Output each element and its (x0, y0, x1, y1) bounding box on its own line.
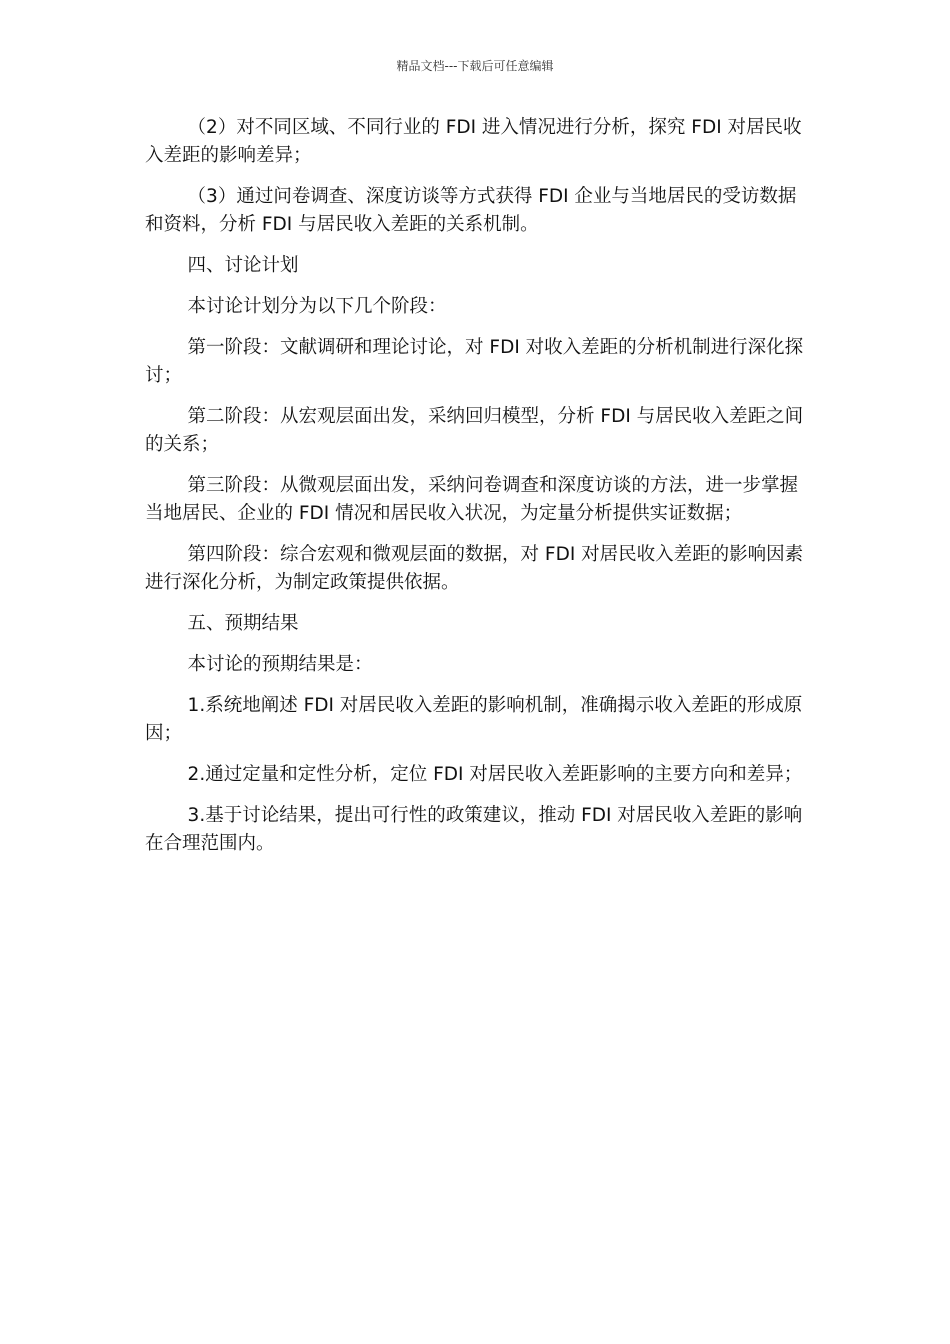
paragraph-stage-2: 第二阶段：从宏观层面出发，采纳回归模型，分析 FDI 与居民收入差距之间的关系； (145, 406, 804, 455)
paragraph-plan-intro: 本讨论计划分为以下几个阶段： (187, 296, 447, 317)
paragraph-stage-1: 第一阶段：文献调研和理论讨论，对 FDI 对收入差距的分析机制进行深化探讨； (145, 337, 804, 386)
paragraph-objective-3: （3）通过问卷调查、深度访谈等方式获得 FDI 企业与当地居民的受访数据和资料，分析 FDI 与居民收入差距的关系机制。 (145, 186, 797, 235)
section-heading-results: 五、预期结果 (187, 613, 299, 634)
section-heading-plan: 四、讨论计划 (187, 255, 299, 276)
paragraph-stage-4: 第四阶段：综合宏观和微观层面的数据，对 FDI 对居民收入差距的影响因素进行深化分析，为制定政策提供依据。 (145, 544, 804, 593)
paragraph-result-3: 3.基于讨论结果，提出可行性的政策建议，推动 FDI 对居民收入差距的影响在合理范围内。 (145, 805, 803, 854)
document-body (145, 114, 807, 871)
paragraph-stage-3: 第三阶段：从微观层面出发，采纳问卷调查和深度访谈的方法，进一步掌握当地居民、企业的 FDI 情况和居民收入状况，为定量分析提供实证数据； (145, 475, 799, 524)
paragraph-result-1: 1.系统地阐述 FDI 对居民收入差距的影响机制，准确揭示收入差距的形成原因； (145, 695, 803, 744)
paragraph-objective-2: （2）对不同区域、不同行业的 FDI 进入情况进行分析，探究 FDI 对居民收入差距的影响差异； (145, 117, 802, 166)
paragraph-results-intro: 本讨论的预期结果是： (187, 654, 373, 675)
page-header: 精品文档---下载后可任意编辑 (396, 59, 554, 73)
paragraph-result-2: 2.通过定量和定性分析，定位 FDI 对居民收入差距影响的主要方向和差异； (187, 764, 803, 785)
